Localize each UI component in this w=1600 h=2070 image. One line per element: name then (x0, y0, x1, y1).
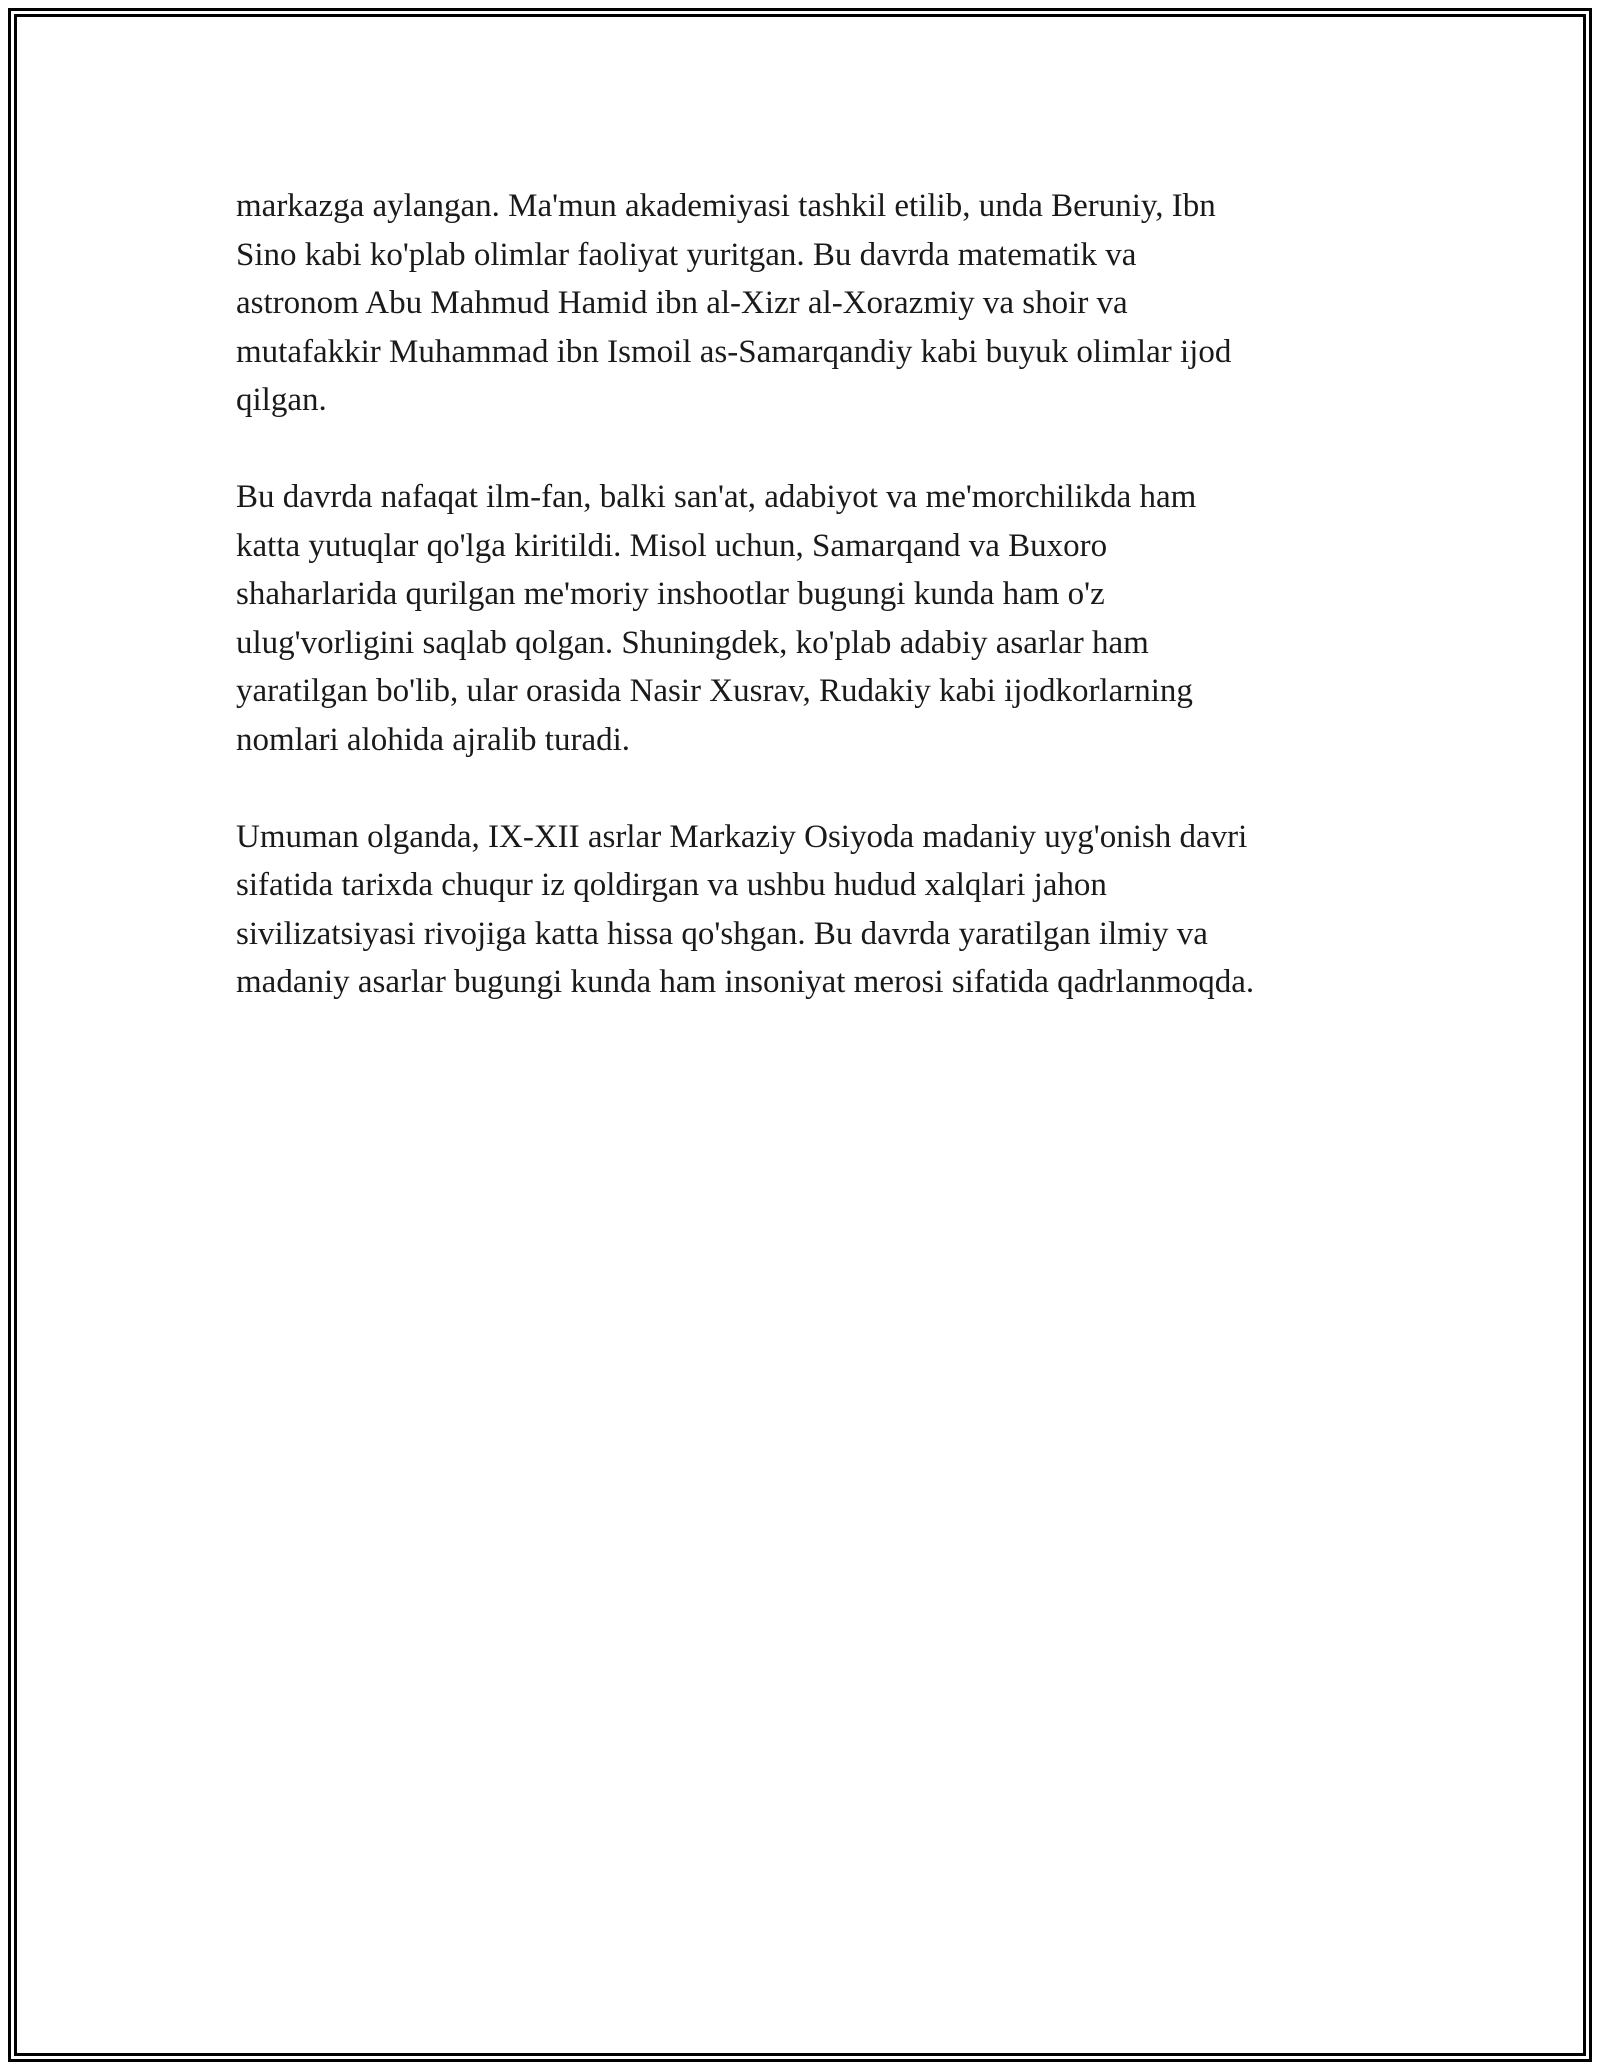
document-body (236, 182, 1396, 1055)
paragraph-2: Bu davrda nafaqat ilm-fan, balki san'at, adabiyot va me'morchilikda ham katta yutuqlar qo'lga kiritildi. Misol uchun, Samarqand va Buxoro shaharlarida qurilgan me'moriy inshootlar bugungi kunda ham o'z ulug'vorligini saqlab qolgan. Shuningdek, ko'plab adabiy asarlar ham yaratilgan bo'lib, ular orasida Nasir Xusrav, Rudakiy kabi ijodkorlarning nomlari alohida ajralib turadi. (236, 479, 1197, 758)
paragraph-3: Umuman olganda, IX-XII asrlar Markaziy Osiyoda madaniy uyg'onish davri sifatida tarixda chuqur iz qoldirgan va ushbu hudud xalqlari jahon sivilizatsiyasi rivojiga katta hissa qo'shgan. Bu davrda yaratilgan ilmiy va madaniy asarlar bugungi kunda ham insoniyat merosi sifatida qadrlanmoqda. (236, 818, 1255, 1000)
paragraph-1: markazga aylangan. Ma'mun akademiyasi tashkil etilib, unda Beruniy, Ibn Sino kabi ko'plab olimlar faoliyat yuritgan. Bu davrda matematik va astronom Abu Mahmud Hamid ibn al-Xizr al-Xorazmiy va shoir va mutafakkir Muhammad ibn Ismoil as-Samarqandiy kabi buyuk olimlar ijod qilgan. (236, 188, 1232, 418)
